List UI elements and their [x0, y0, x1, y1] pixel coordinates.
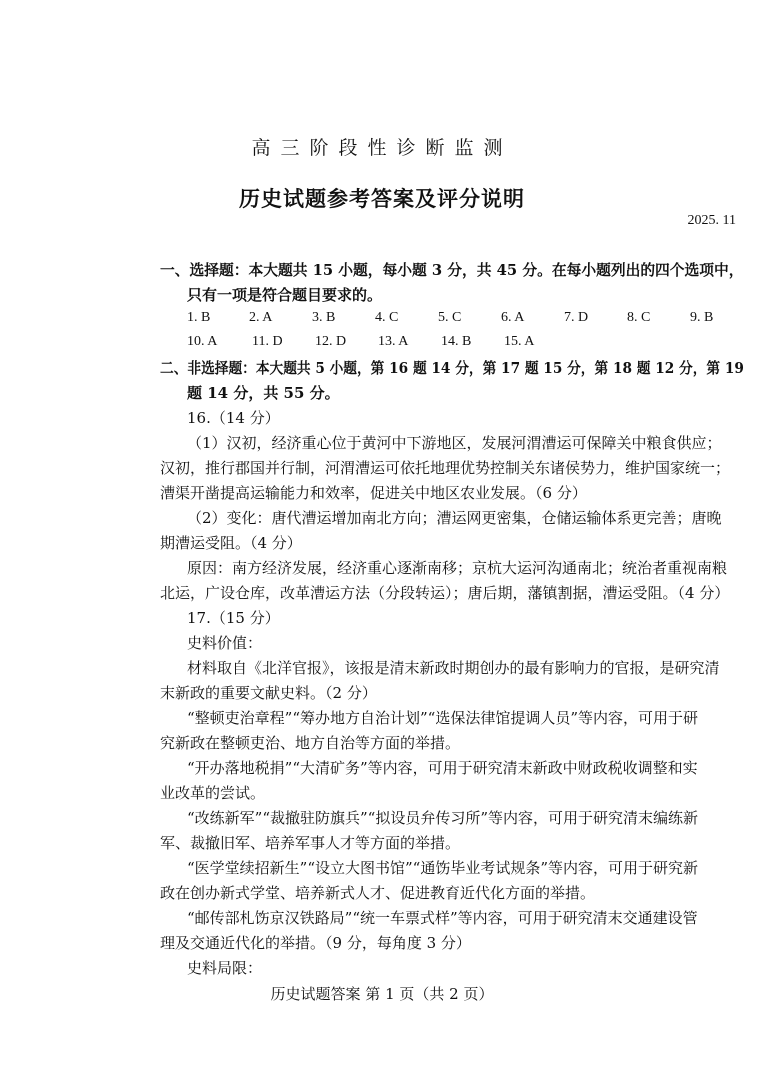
section1-heading-cont: 只有一项是符合题目要求的。	[187, 286, 383, 304]
q17-paragraph-line: “医学堂续招新生”“设立大图书馆”“通饬毕业考试规条”等内容，可用于研究新	[187, 859, 699, 877]
q17-paragraph-line: 究新政在整顿吏治、地方自治等方面的举措。	[160, 734, 461, 752]
answer-item: 15. A	[504, 334, 535, 349]
q17-paragraph-line: “整顿吏治章程”“筹办地方自治计划”“选保法律馆提调人员”等内容，可用于研	[187, 709, 699, 727]
answer-item: 13. A	[378, 334, 409, 349]
q16-part1-line: （1）汉初，经济重心位于黄河中下游地区，发展河渭漕运可保障关中粮食供应；	[187, 434, 722, 452]
answer-item: 6. A	[501, 310, 525, 325]
answer-item: 14. B	[441, 334, 472, 349]
q16-reason-line: 北运，广设仓库，改革漕运方法（分段转运）；唐后期，藩镇割据，漕运受阻。（4 分）	[160, 584, 730, 602]
q17-paragraph-line: “开办落地税捐”“大清矿务”等内容，可用于研究清末新政中财政税收调整和实	[187, 759, 698, 777]
answer-item: 7. D	[564, 310, 589, 325]
q17-value-heading: 史料价值：	[187, 634, 263, 652]
answer-item: 8. C	[627, 310, 651, 325]
answer-item: 3. B	[312, 310, 336, 325]
q16-part1-line: 汉初，推行郡国并行制，河渭漕运可依托地理优势控制关东诸侯势力，维护国家统一；	[160, 459, 731, 477]
q17-paragraph-line: 末新政的重要文献史料。（2 分）	[160, 684, 377, 702]
q16-part2-line: （2）变化：唐代漕运增加南北方向；漕运网更密集，仓储运输体系更完善；唐晚	[187, 509, 722, 527]
answer-item: 1. B	[187, 310, 211, 325]
q17-paragraph-line: 政在创办新式学堂、培养新式人才、促进教育近代化方面的举措。	[160, 884, 596, 902]
q16-heading: 16.（14 分）	[187, 409, 280, 427]
page-header: 高三阶段性诊断监测	[251, 137, 513, 159]
answer-item: 11. D	[252, 334, 283, 349]
q16-reason-line: 原因：南方经济发展，经济重心逐渐南移；京杭大运河沟通南北；统治者重视南粮	[187, 559, 728, 577]
section1-heading: 一、选择题：本大题共 15 小题，每小题 3 分，共 45 分。在每小题列出的四个选项中，	[160, 261, 744, 279]
q17-paragraph-line: 材料取自《北洋官报》，该报是清末新政时期创办的最有影响力的官报，是研究清	[187, 659, 720, 677]
q16-part2-line: 期漕运受阻。（4 分）	[160, 534, 302, 552]
q17-paragraph-line: “改练新军”“裁撤驻防旗兵”“拟设员弁传习所”等内容，可用于研究清末编练新	[187, 809, 699, 827]
answer-item: 9. B	[690, 310, 714, 325]
answer-item: 5. C	[438, 310, 462, 325]
q17-limit-heading: 史料局限：	[187, 959, 263, 977]
q17-paragraph-line: 军、裁撤旧军、培养军事人才等方面的举措。	[160, 834, 461, 852]
answer-item: 12. D	[315, 334, 347, 349]
q17-paragraph-line: 业改革的尝试。	[160, 784, 266, 802]
q16-part1-line: 漕渠开凿提高运输能力和效率，促进关中地区农业发展。（6 分）	[160, 484, 587, 502]
page-footer: 历史试题答案 第 1 页（共 2 页）	[270, 985, 494, 1003]
section2-heading: 二、非选择题：本大题共 5 小题，第 16 题 14 分，第 17 题 15 分，第 18 题 12 分，第 19	[160, 359, 744, 377]
section2-heading-cont: 题 14 分，共 55 分。	[187, 384, 340, 402]
page-title: 历史试题参考答案及评分说明	[239, 186, 525, 211]
answer-item: 2. A	[249, 310, 273, 325]
q17-paragraph-line: “邮传部札饬京汉铁路局”“统一车票式样”等内容，可用于研究清末交通建设管	[187, 909, 698, 927]
q17-paragraph-line: 理及交通近代化的举措。（9 分，每角度 3 分）	[160, 934, 471, 952]
date-label: 2025. 11	[687, 213, 736, 228]
answer-item: 4. C	[375, 310, 399, 325]
answer-item: 10. A	[187, 334, 218, 349]
q17-heading: 17.（15 分）	[187, 609, 280, 627]
